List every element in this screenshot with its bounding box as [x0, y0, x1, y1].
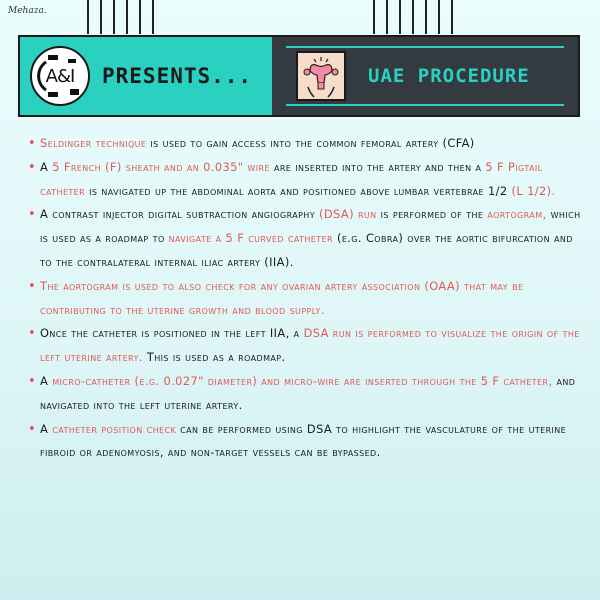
highlighted-text: (L 1/2). [511, 183, 556, 198]
bullet-item [26, 203, 586, 274]
bullet-list [26, 132, 586, 465]
bullet-item [26, 418, 586, 466]
bullet-text: (e.g. Cobra) over the aortic bifurcation and to the contralateral internal iliac artery (IIA). [40, 231, 573, 269]
bullet-text: A [40, 373, 53, 388]
bullet-text: is performed of the [376, 207, 488, 222]
bullet-text: This is used as a roadmap. [142, 350, 286, 365]
header-right-panel [272, 37, 578, 115]
logo-text: A&I [45, 65, 75, 87]
bullet-item [26, 275, 586, 323]
bullet-text: is navigated up the abdominal aorta and positioned above lumbar vertebrae 1/2 [85, 183, 512, 198]
signature: Mehaza. [8, 6, 47, 16]
bullet-item [26, 132, 586, 156]
procedure-title: UAE PROCEDURE [368, 65, 530, 87]
highlighted-text: catheter position check [52, 421, 177, 436]
highlighted-text: 5 F Pigtail catheter [40, 159, 543, 198]
bullet-text: are inserted into the artery and then a [269, 159, 486, 174]
bullet-item [26, 322, 586, 370]
procedure-steps [26, 132, 586, 465]
bullet-text: A [40, 159, 53, 174]
uterus-icon [298, 53, 344, 99]
decorative-bars-right [373, 0, 453, 34]
highlighted-text: navigate a 5 F curved catheter [168, 231, 333, 246]
bullet-text: and navigated into the left uterine artery. [40, 373, 576, 412]
bullet-text: is used to gain access into the common femoral artery (CFA) [146, 136, 475, 150]
decorative-bars-left [87, 0, 154, 34]
highlighted-text: The aortogram is used to also check for any ovarian artery association (OAA) that may be contributing to the uterine growth and blood supply. [40, 278, 524, 317]
presents-text: PRESENTS... [102, 64, 253, 88]
header-banner [18, 35, 580, 117]
bullet-text: Once the catheter is positioned in the left IIA, a [40, 326, 304, 341]
logo [30, 46, 90, 106]
bullet-item [26, 370, 586, 418]
bullet-text: which is used as a roadmap to [40, 207, 581, 246]
highlighted-text: DSA run is performed to visualize the origin of the left uterine artery. [40, 326, 580, 365]
highlighted-text: aortogram, [487, 207, 547, 222]
bullet-text: can be performed using DSA to highlight the vasculature of the uterine fibroid or adenomyosis, and non-target vessels can be bypassed. [40, 421, 567, 460]
highlighted-text: 5 French (F) sheath and an 0.035" wire [52, 159, 270, 174]
bullet-text: A [40, 421, 53, 436]
highlighted-text: micro-catheter (e.g. 0.027" diameter) and micro-wire are inserted through the 5 F catheter, [52, 373, 553, 388]
highlighted-text: (DSA) run [319, 207, 377, 222]
bullet-text: A contrast injector digital subtraction angiography [40, 207, 320, 222]
highlighted-text: Seldinger technique [40, 136, 147, 150]
uterus-icon-box [296, 51, 346, 101]
bullet-item [26, 156, 586, 204]
header-left-panel [20, 37, 272, 115]
